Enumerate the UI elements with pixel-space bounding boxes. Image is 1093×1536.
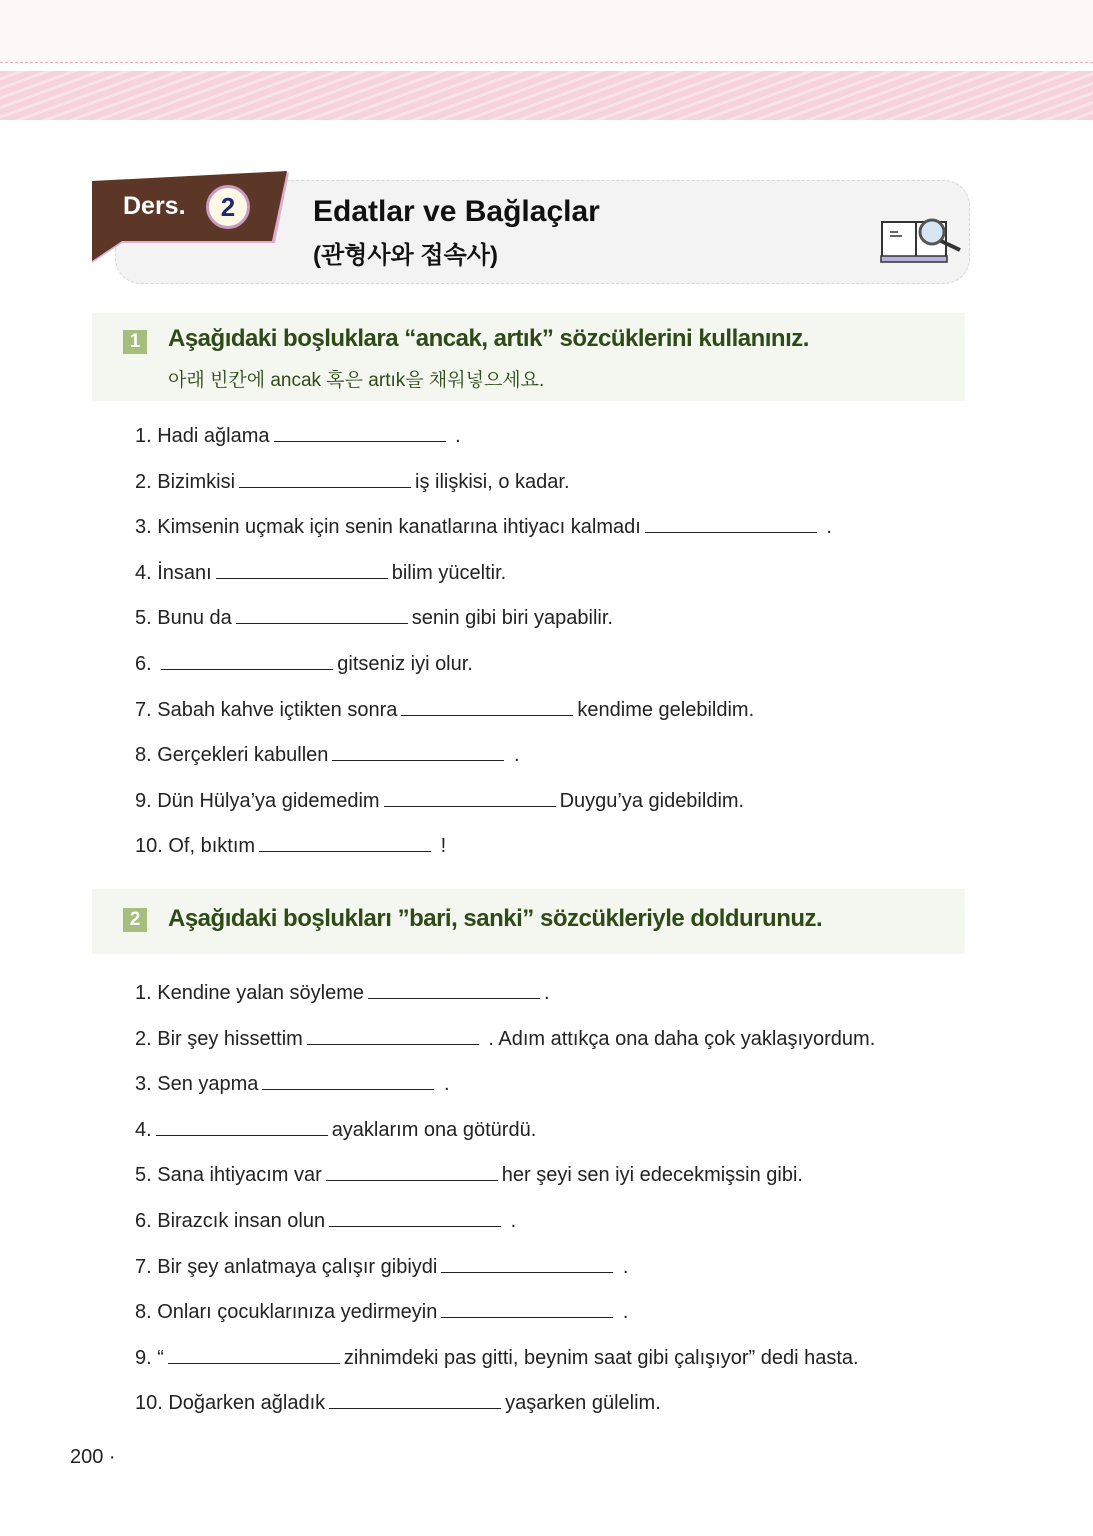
exercise-item xyxy=(135,833,832,879)
item-text-before: 2. Bir şey hissettim xyxy=(135,1027,303,1050)
section-1-title: Aşağıdaki boşluklara “ancak, artık” sözcüklerini kullanınız. xyxy=(168,325,809,352)
fill-in-blank[interactable] xyxy=(329,1208,501,1227)
item-text-before: 3. Sen yapma xyxy=(135,1073,259,1096)
exercise-item xyxy=(135,1026,875,1072)
item-text-after: . xyxy=(505,1209,517,1232)
item-text-after: her şeyi sen iyi edecekmişsin gibi. xyxy=(501,1164,803,1187)
item-text-after: ! xyxy=(435,835,447,858)
exercise-item xyxy=(135,1254,875,1300)
item-text-after: . xyxy=(544,982,550,1004)
section-2-badge: 2 xyxy=(123,908,147,932)
fill-in-blank[interactable] xyxy=(236,605,408,624)
exercise-item xyxy=(135,1162,875,1208)
fill-in-blank[interactable] xyxy=(262,1071,434,1090)
page-subtitle: (관형사와 접속사) xyxy=(313,242,498,269)
page-title: Edatlar ve Bağlaçlar xyxy=(313,195,600,228)
fill-in-blank[interactable] xyxy=(161,651,333,670)
section-1-badge: 1 xyxy=(123,330,147,354)
item-text-after: gitseniz iyi olur. xyxy=(337,652,473,675)
lesson-label: Ders. xyxy=(123,192,186,220)
item-text-after: zihnimdeki pas gitti, beynim saat gibi çalışıyor” dedi hasta. xyxy=(343,1346,859,1369)
exercise-item xyxy=(135,605,832,651)
lesson-number: 2 xyxy=(206,185,250,229)
exercise-item xyxy=(135,980,875,1026)
item-text-before: 8. Gerçekleri kabullen xyxy=(135,744,329,767)
fill-in-blank[interactable] xyxy=(259,833,431,852)
item-text-after: ayaklarım ona götürdü. xyxy=(331,1118,537,1141)
item-text-before: 3. Kimsenin uçmak için senin kanatlarına ihtiyacı kalmadı xyxy=(135,516,641,539)
item-text-before: 4. xyxy=(135,1118,152,1141)
exercise-item xyxy=(135,1117,875,1163)
exercise-item xyxy=(135,1208,875,1254)
section-2-header xyxy=(92,889,965,954)
item-text-before: 8. Onları çocuklarınıza yedirmeyin xyxy=(135,1301,438,1324)
item-text-before: 10. Of, bıktım xyxy=(135,835,256,858)
exercise-item xyxy=(135,651,832,697)
fill-in-blank[interactable] xyxy=(274,423,446,442)
dashed-divider xyxy=(0,62,1093,63)
item-text-after: . xyxy=(617,1301,629,1324)
exercise-item xyxy=(135,423,832,469)
item-text-before: 7. Bir şey anlatmaya çalışır gibiydi xyxy=(135,1255,438,1278)
item-text-after: yaşarken gülelim. xyxy=(505,1392,661,1415)
item-text-before: 5. Sana ihtiyacım var xyxy=(135,1164,322,1187)
exercise-item xyxy=(135,514,832,560)
item-text-after: Duygu’ya gidebildim. xyxy=(559,789,745,812)
fill-in-blank[interactable] xyxy=(441,1254,613,1273)
item-text-before: 9. “ xyxy=(135,1346,164,1369)
item-text-before: 5. Bunu da xyxy=(135,607,232,630)
section-1-subtitle: 아래 빈칸에 ancak 혹은 artık을 채워넣으세요. xyxy=(168,370,545,391)
exercise-item xyxy=(135,697,832,743)
fill-in-blank[interactable] xyxy=(329,1390,501,1409)
item-text-after: . xyxy=(820,516,832,539)
exercise-item xyxy=(135,1345,875,1391)
item-text-before: 7. Sabah kahve içtikten sonra xyxy=(135,698,398,721)
item-text-before: 10. Doğarken ağladık xyxy=(135,1392,326,1415)
item-text-before: 6. xyxy=(135,652,158,675)
item-text-before: 4. İnsanı xyxy=(135,561,212,584)
item-text-after: kendime gelebildim. xyxy=(577,698,755,721)
fill-in-blank[interactable] xyxy=(239,469,411,488)
fill-in-blank[interactable] xyxy=(645,514,817,533)
exercise-item xyxy=(135,1071,875,1117)
fill-in-blank[interactable] xyxy=(216,560,388,579)
item-text-before: 1. Hadi ağlama xyxy=(135,425,270,447)
item-text-after: . xyxy=(449,425,461,447)
fill-in-blank[interactable] xyxy=(332,742,504,761)
item-text-after: . xyxy=(438,1073,450,1096)
item-text-before: 6. Birazcık insan olun xyxy=(135,1209,326,1232)
section-2-items xyxy=(135,980,875,1436)
fill-in-blank[interactable] xyxy=(368,980,540,999)
section-1-items xyxy=(135,423,832,879)
fill-in-blank[interactable] xyxy=(307,1026,479,1045)
exercise-item xyxy=(135,1299,875,1345)
striped-banner xyxy=(0,71,1093,120)
fill-in-blank[interactable] xyxy=(326,1162,498,1181)
fill-in-blank[interactable] xyxy=(168,1345,340,1364)
section-2-title: Aşağıdaki boşlukları ”bari, sanki” sözcükleriyle doldurunuz. xyxy=(168,905,823,932)
section-1-header xyxy=(92,313,965,401)
page-number: 200 · xyxy=(70,1446,116,1468)
top-band xyxy=(0,0,1093,64)
exercise-item xyxy=(135,788,832,834)
item-text-before: 9. Dün Hülya’ya gidemedim xyxy=(135,789,380,812)
book-magnifier-icon xyxy=(880,216,964,264)
exercise-item xyxy=(135,560,832,606)
exercise-item xyxy=(135,1390,875,1436)
item-text-after: . xyxy=(508,744,520,767)
fill-in-blank[interactable] xyxy=(156,1117,328,1136)
item-text-after: senin gibi biri yapabilir. xyxy=(411,607,613,630)
item-text-after: . xyxy=(617,1255,629,1278)
exercise-item xyxy=(135,742,832,788)
item-text-before: 2. Bizimkisi xyxy=(135,470,236,493)
fill-in-blank[interactable] xyxy=(441,1299,613,1318)
fill-in-blank[interactable] xyxy=(384,788,556,807)
fill-in-blank[interactable] xyxy=(401,697,573,716)
item-text-after: bilim yüceltir. xyxy=(391,561,507,584)
item-text-before: 1. Kendine yalan söyleme xyxy=(135,982,365,1004)
exercise-item xyxy=(135,469,832,515)
item-text-after: . Adım attıkça ona daha çok yaklaşıyordum. xyxy=(482,1027,876,1050)
item-text-after: iş ilişkisi, o kadar. xyxy=(415,470,570,493)
